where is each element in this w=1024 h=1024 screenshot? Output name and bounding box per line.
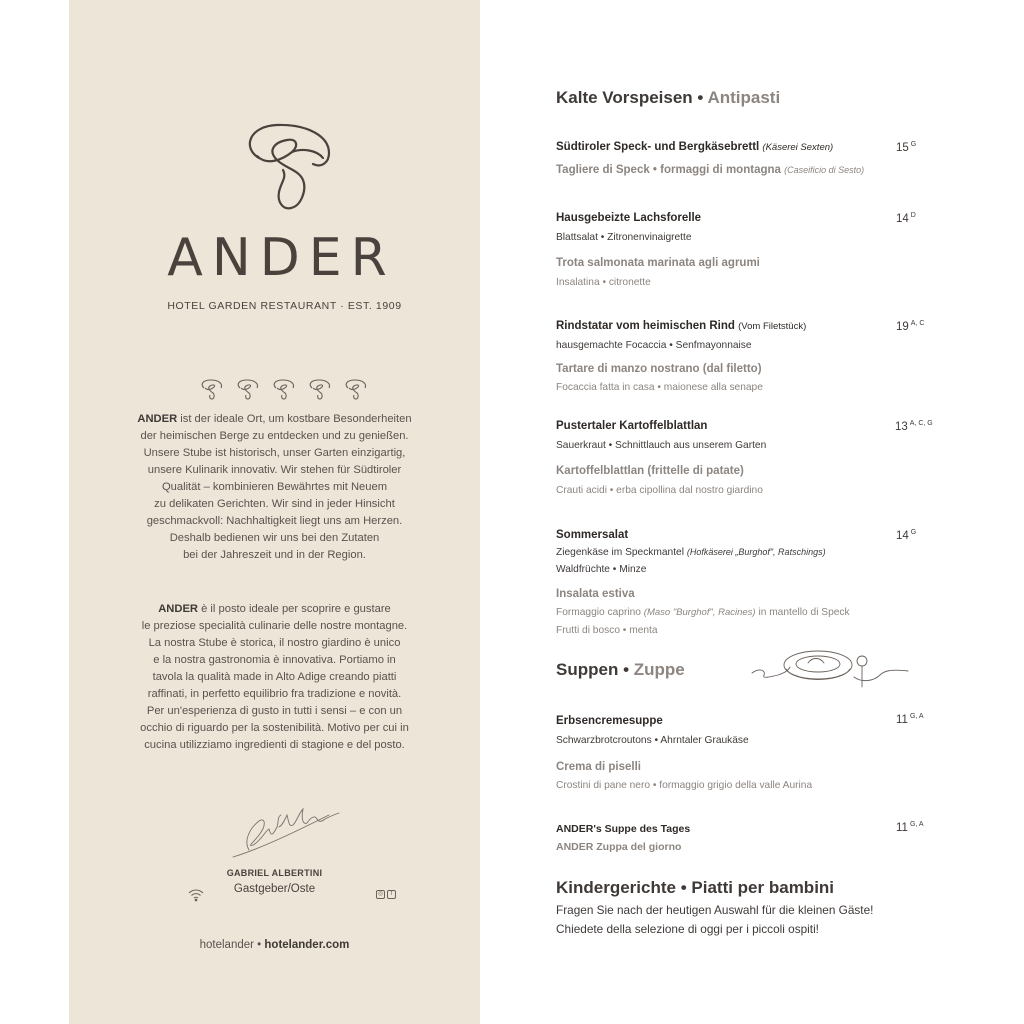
brand-tagline: HOTEL GARDEN RESTAURANT · EST. 1909 [167,300,402,312]
dish-price: 19 $^{A, C}$ [896,320,925,333]
website[interactable]: hotelander • hotelander.com [199,939,350,951]
dish-sides-de: Ziegenkäse im Speckmantel (Hofkäserei „Burghof", Ratschings) [556,547,826,558]
dish-name-it: Tagliere di Speck • formaggi di montagna (Caseificio di Sesto) [556,164,865,176]
about-line: der heimischen Berge zu entdecken und zu genießen. [140,430,409,442]
about-line: Qualität – kombinieren Bewährtes mit Neuem [161,481,388,493]
section-title-soups: Suppen • Zuppe [556,660,685,679]
host-role: Gastgeber/Oste [233,883,316,895]
chef-hat-rating-icon [199,378,225,402]
about-line: occhio di riguardo per la sostenibilità. Motivo per cui in [140,722,409,734]
facebook-icon[interactable]: f [387,890,396,899]
wifi-icon [188,888,204,902]
dish-name-it: Crema di piselli [556,761,642,773]
dish-sides-it: Frutti di bosco • menta [556,625,658,636]
social-icons [376,890,396,899]
signature-icon [229,795,349,865]
dish-sides-it: Focaccia fatta in casa • maionese alla senape [556,382,763,393]
rating-hats [199,378,369,402]
about-line: cucina utilizziamo ingredienti di stagione e del posto. [144,739,405,751]
website-domain[interactable]: hotelander.com [264,939,350,951]
dish-sides-de: Waldfrüchte • Minze [556,564,647,575]
about-text-italian [69,601,480,754]
about-line: geschmackvoll: Nachhaltigkeit liegt uns am Herzen. [146,515,403,527]
dish-price: 11 $^{G, A}$ [896,713,924,726]
chef-hat-logo-icon [237,118,337,218]
section-title-kids: Kindergerichte • Piatti per bambini [556,878,835,897]
menu-page [556,0,976,1024]
dish-sides-it: Crauti acidi • erba cipollina dal nostro giardino [556,485,763,496]
soup-bowl-drawing-icon [750,647,910,699]
dish-name-it: Kartoffelblattlan (frittelle di patate) [556,465,744,477]
dish-sides-it: Formaggio caprino (Maso "Burghof", Racines) in mantello di Speck [556,607,850,618]
about-line: Per un'esperienza di gusto in tutti i sensi – e con un [146,705,403,717]
section-title-antipasti: Kalte Vorspeisen • Antipasti [556,88,781,107]
chef-hat-rating-icon [307,378,333,402]
brand-name: ANDER [167,228,396,288]
dish-name-de: Sommersalat [556,529,629,541]
about-line: La nostra Stube è storica, il nostro giardino è unico [148,637,401,649]
about-line: tavola la qualità made in Alto Adige creando piatti [152,671,397,683]
dish-price: 13 $^{A, C, G}$ [895,420,933,433]
dish-name-it: Trota salmonata marinata agli agrumi [556,257,760,269]
kids-note-it: Chiedete della selezione di oggi per i piccoli ospiti! [556,922,819,936]
dish-name-it: Insalata estiva [556,588,635,600]
dish-sides-de: Schwarzbrotcroutons • Ahrntaler Graukäse [556,735,749,746]
about-line: le preziose specialità culinarie delle nostre montagne. [141,620,408,632]
about-line: raffinati, in perfetto equilibrio fra tradizione e novità. [147,688,402,700]
dish-sides-de: Sauerkraut • Schnittlauch aus unserem Garten [556,440,767,451]
dish-name-de: ANDER's Suppe des Tages [556,823,691,835]
dish-sides-it: Crostini di pane nero • formaggio grigio della valle Aurina [556,780,813,791]
about-line: e la nostra gastronomia è innovativa. Portiamo in [153,654,396,666]
dish-sides-de: Blattsalat • Zitronenvinaigrette [556,232,692,243]
dish-name-de: Rindstatar vom heimischen Rind (Vom Filetstück) [556,320,807,332]
kids-note-de: Fragen Sie nach der heutigen Auswahl für die kleinen Gäste! [556,903,874,917]
about-line: Unsere Stube ist historisch, unser Garten einzigartig, [143,447,406,459]
host-name: GABRIEL ALBERTINI [226,868,323,878]
dish-sides-de: hausgemachte Focaccia • Senfmayonnaise [556,340,752,351]
dish-name-de: Hausgebeizte Lachsforelle [556,212,702,224]
about-lead: ANDER [137,413,178,425]
about-line: zu delikaten Gerichten. Wir sind in jeder Hinsicht [154,498,395,510]
dish-sides-it: Insalatina • citronette [556,277,651,288]
dish-name-de: Pustertaler Kartoffelblattlan [556,420,708,432]
about-line: unsere Kulinarik innovativ. Wir stehen für Südtiroler [147,464,402,476]
dish-name-de: Erbsencremesuppe [556,715,663,727]
dish-name-de: Südtiroler Speck- und Bergkäsebrettl (Käserei Sexten) [556,141,834,153]
about-text-german [69,411,480,564]
dish-price: 14 $^D$ [896,212,916,225]
about-lead: ANDER [158,603,198,615]
chef-hat-rating-icon [271,378,297,402]
about-line: bei der Jahreszeit und in der Region. [183,549,366,561]
chef-hat-rating-icon [235,378,261,402]
about-line: ANDER è il posto ideale per scoprire e gustare [158,603,391,615]
instagram-icon[interactable]: ◎ [377,891,384,897]
about-line: ANDER ist der ideale Ort, um kostbare Besonderheiten [137,413,412,425]
dish-price: 15 $^G$ [896,141,917,154]
website-handle: hotelander [199,939,254,951]
intro-panel [69,0,480,1024]
chef-hat-rating-icon [343,378,369,402]
dish-name-it: Tartare di manzo nostrano (dal filetto) [556,363,762,375]
dish-name-it: ANDER Zuppa del giorno [556,841,682,853]
dish-price: 11 $^{G, A}$ [896,821,924,834]
dish-price: 14 $^G$ [896,529,917,542]
about-line: Deshalb bedienen wir uns bei den Zutaten [169,532,380,544]
